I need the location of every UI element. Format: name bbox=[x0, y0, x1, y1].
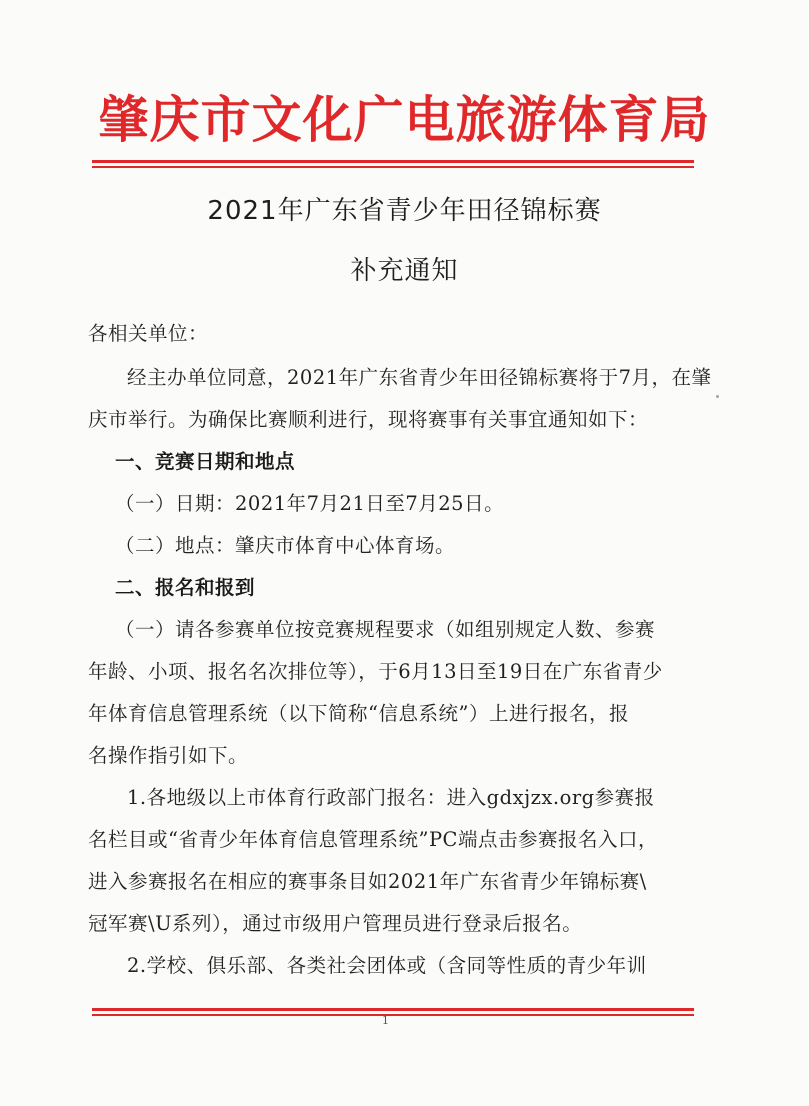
document-subtitle: 补充通知 bbox=[350, 256, 459, 286]
item-1-line-2: 名栏目或“省青少年体育信息管理系统”PC端点击参赛报名入口， bbox=[88, 828, 658, 851]
letterhead-rule-thin bbox=[92, 166, 694, 168]
section-heading-1: 一、竞赛日期和地点 bbox=[115, 450, 296, 473]
intro-line-1: 经主办单位同意，2021年广东省青少年田径锦标赛将于7月，在肇 bbox=[127, 366, 712, 389]
footer-rule-thin bbox=[92, 1014, 694, 1016]
section-2-para-line-3: 年体育信息管理系统（以下简称“信息系统”）上进行报名，报 bbox=[88, 702, 629, 725]
page-number: 1 bbox=[382, 1014, 389, 1027]
section-2-para-line-4: 名操作指引如下。 bbox=[88, 744, 249, 767]
section-2-para-line-2: 年龄、小项、报名名次排位等），于6月13日至19日在广东省青少 bbox=[88, 660, 663, 683]
letterhead-org-name: 肇庆市文化广电旅游体育局 bbox=[98, 90, 711, 149]
section-2-para-line-1: （一）请各参赛单位按竞赛规程要求（如组别规定人数、参赛 bbox=[115, 618, 656, 641]
section-1-item-date: （一）日期：2021年7月21日至7月25日。 bbox=[115, 492, 505, 515]
section-heading-2: 二、报名和报到 bbox=[115, 576, 256, 599]
footer-rule-thick bbox=[92, 1008, 694, 1011]
letterhead-rule-thick bbox=[92, 160, 694, 163]
document-title: 2021年广东省青少年田径锦标赛 bbox=[207, 196, 602, 226]
item-1-line-3: 进入参赛报名在相应的赛事条目如2021年广东省青少年锦标赛\ bbox=[88, 870, 647, 893]
intro-line-2: 庆市举行。为确保比赛顺利进行，现将赛事有关事宜通知如下： bbox=[88, 408, 649, 431]
item-2-line-1: 2.学校、俱乐部、各类社会团体或（含同等性质的青少年训 bbox=[127, 954, 647, 977]
scan-speck bbox=[716, 395, 719, 398]
item-1-line-4: 冠军赛\U系列），通过市级用户管理员进行登录后报名。 bbox=[88, 912, 583, 935]
item-1-line-1: 1.各地级以上市体育行政部门报名：进入gdxjzx.org参赛报 bbox=[127, 786, 655, 809]
salutation: 各相关单位： bbox=[88, 322, 209, 345]
section-1-item-venue: （二）地点：肇庆市体育中心体育场。 bbox=[115, 534, 456, 557]
